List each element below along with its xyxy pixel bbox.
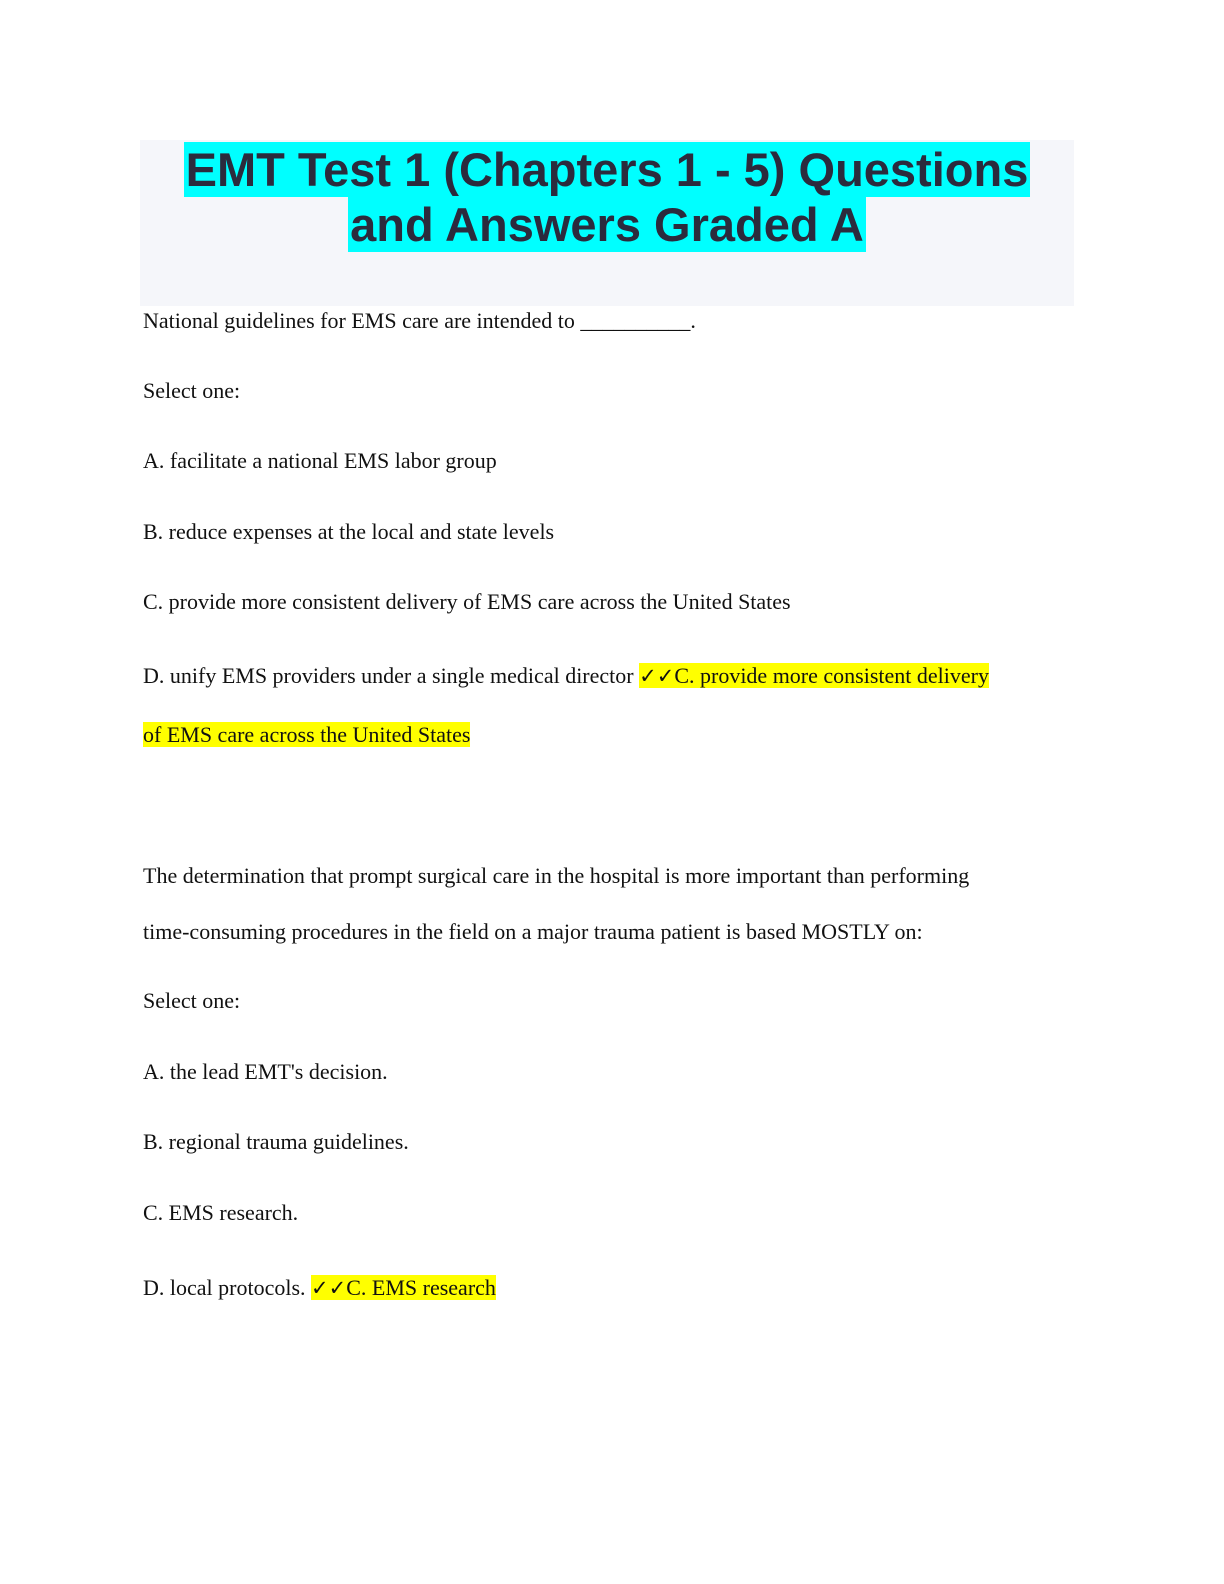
question-2-option-d-row — [143, 1274, 496, 1302]
document-title-line-2: and Answers Graded A — [350, 198, 864, 251]
question-1-prompt: National guidelines for EMS care are intended to __________. — [143, 308, 696, 333]
checkmark-icon: ✓✓ — [639, 664, 675, 688]
question-1-answer-line-2: of EMS care across the United States — [143, 722, 471, 747]
question-2-prompt-line-2: time-consuming procedures in the field on a major trauma patient is based MOSTLY on: — [143, 919, 923, 944]
question-1-answer-continuation-row — [143, 721, 470, 749]
question-2-option-d: D. local protocols. — [143, 1275, 306, 1300]
question-1-option-d: D. unify EMS providers under a single medical director — [143, 663, 634, 688]
question-2-option-a: A. the lead EMT's decision. — [143, 1059, 388, 1084]
question-2-prompt-line-1: The determination that prompt surgical care in the hospital is more important than performing — [143, 863, 970, 888]
checkmark-icon: ✓✓ — [311, 1276, 347, 1300]
question-2-option-c: C. EMS research. — [143, 1200, 299, 1225]
question-1-option-b: B. reduce expenses at the local and state levels — [143, 519, 555, 544]
question-2-answer — [311, 1275, 496, 1300]
question-1-select-label: Select one: — [143, 378, 241, 403]
question-1-option-d-row — [143, 662, 989, 690]
question-1-answer — [639, 663, 989, 688]
document-title-line-1: EMT Test 1 (Chapters 1 - 5) Questions — [185, 143, 1029, 196]
document-title-block — [140, 140, 1074, 306]
question-2-select-label: Select one: — [143, 988, 241, 1013]
question-1-answer-line-1: C. provide more consistent delivery — [674, 663, 989, 688]
question-1-option-a: A. facilitate a national EMS labor group — [143, 448, 497, 473]
question-2-answer-text: C. EMS research — [346, 1275, 496, 1300]
question-1-option-c: C. provide more consistent delivery of EMS care across the United States — [143, 589, 791, 614]
question-2-option-b: B. regional trauma guidelines. — [143, 1129, 409, 1154]
